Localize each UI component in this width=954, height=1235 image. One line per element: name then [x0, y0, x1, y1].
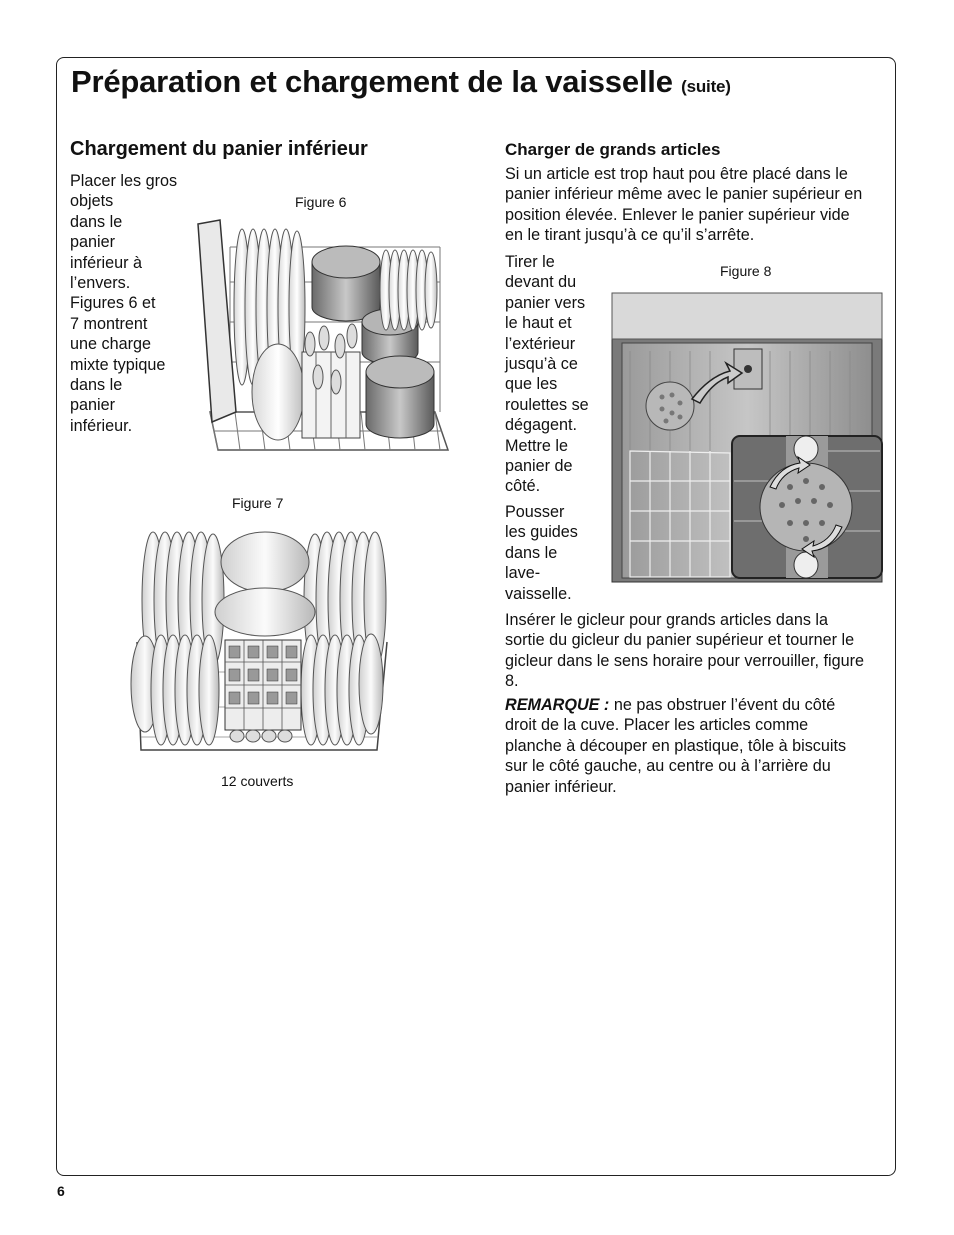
lower-rack-paragraph: [70, 171, 177, 436]
text-line: panier vers: [505, 293, 586, 312]
text-line: en le tirant jusqu’à ce qu’il s’arrête.: [505, 226, 755, 245]
remark-label: REMARQUE :: [505, 696, 610, 714]
text-line: dans le: [505, 543, 558, 562]
push-guides-paragraph: [505, 502, 578, 604]
text-line: Mettre le: [505, 436, 568, 455]
text-line: dégagent.: [505, 416, 578, 435]
text-line: le haut et: [505, 314, 572, 333]
text-line: lave-: [505, 564, 541, 583]
text-line: panier: [70, 396, 115, 415]
text-line: une charge: [70, 335, 152, 354]
section-heading-lower-rack: Chargement du panier inférieur: [70, 138, 368, 160]
text-line: jusqu’à ce: [505, 355, 578, 374]
insert-spray-arm-paragraph: [505, 610, 864, 692]
text-line: côté.: [505, 477, 541, 496]
text-line: sur le côté gauche, au centre ou à l’arrière du: [505, 757, 831, 776]
text-line: vaisselle.: [505, 584, 572, 603]
text-line: 8.: [505, 672, 519, 691]
text-line: l’envers.: [70, 274, 131, 293]
text-line: inférieur.: [70, 416, 133, 435]
text-line: Placer les gros: [70, 172, 178, 190]
text-line: Si un article est trop haut pou être placé dans le: [505, 165, 848, 183]
text-line: objets: [70, 192, 114, 211]
text-line: dans le: [70, 212, 123, 231]
remark-first-text: ne pas obstruer l’évent du côté: [609, 696, 836, 714]
text-line: mixte typique: [70, 355, 166, 374]
remark-lines: [505, 715, 846, 797]
text-line: les guides: [505, 523, 578, 542]
text-line: inférieur à: [70, 253, 142, 272]
text-line: 7 montrent: [70, 314, 148, 333]
text-line: gicleur dans le sens horaire pour verrouiller, figure: [505, 651, 865, 670]
text-line: panier inférieur.: [505, 777, 617, 796]
text-line: devant du: [505, 273, 577, 292]
text-line: planche à découper en plastique, tôle à biscuits: [505, 736, 847, 755]
text-line: panier: [70, 233, 115, 252]
text-line: sortie du gicleur du panier supérieur et tourner le: [505, 631, 855, 650]
page-title-suffix: (suite): [681, 77, 731, 96]
remark-paragraph: [505, 695, 846, 797]
figure8-spray-arm-illustration: [610, 291, 885, 584]
text-line: droit de la cuve. Placer les articles comme: [505, 716, 809, 735]
text-line: panier de: [505, 457, 573, 476]
page-title-main: Préparation et chargement de la vaisselle: [71, 64, 673, 99]
text-line: Tirer le: [505, 253, 555, 271]
page-title: [71, 64, 731, 100]
text-line: panier inférieur même avec le panier supérieur en: [505, 185, 863, 204]
page-number: 6: [57, 1183, 65, 1199]
figure8-caption: Figure 8: [720, 263, 772, 279]
remark-first-line: [505, 695, 846, 715]
figure7-subcaption: 12 couverts: [221, 773, 294, 789]
text-line: Figures 6 et: [70, 294, 156, 313]
figure7-place-settings-illustration: [125, 522, 395, 760]
text-line: Pousser: [505, 503, 565, 521]
text-line: position élevée. Enlever le panier supérieur vide: [505, 205, 850, 224]
figure6-lower-rack-illustration: [190, 212, 455, 474]
figure6-caption: Figure 6: [295, 194, 347, 210]
text-line: dans le: [70, 376, 123, 395]
figure7-caption: Figure 7: [232, 495, 284, 511]
pull-basket-paragraph: [505, 252, 589, 497]
text-line: Insérer le gicleur pour grands articles dans la: [505, 611, 829, 629]
text-line: roulettes se: [505, 395, 589, 414]
text-line: que les: [505, 375, 558, 394]
large-items-intro-paragraph: [505, 164, 862, 246]
section-heading-large-items: Charger de grands articles: [505, 140, 721, 159]
text-line: l’extérieur: [505, 334, 576, 353]
